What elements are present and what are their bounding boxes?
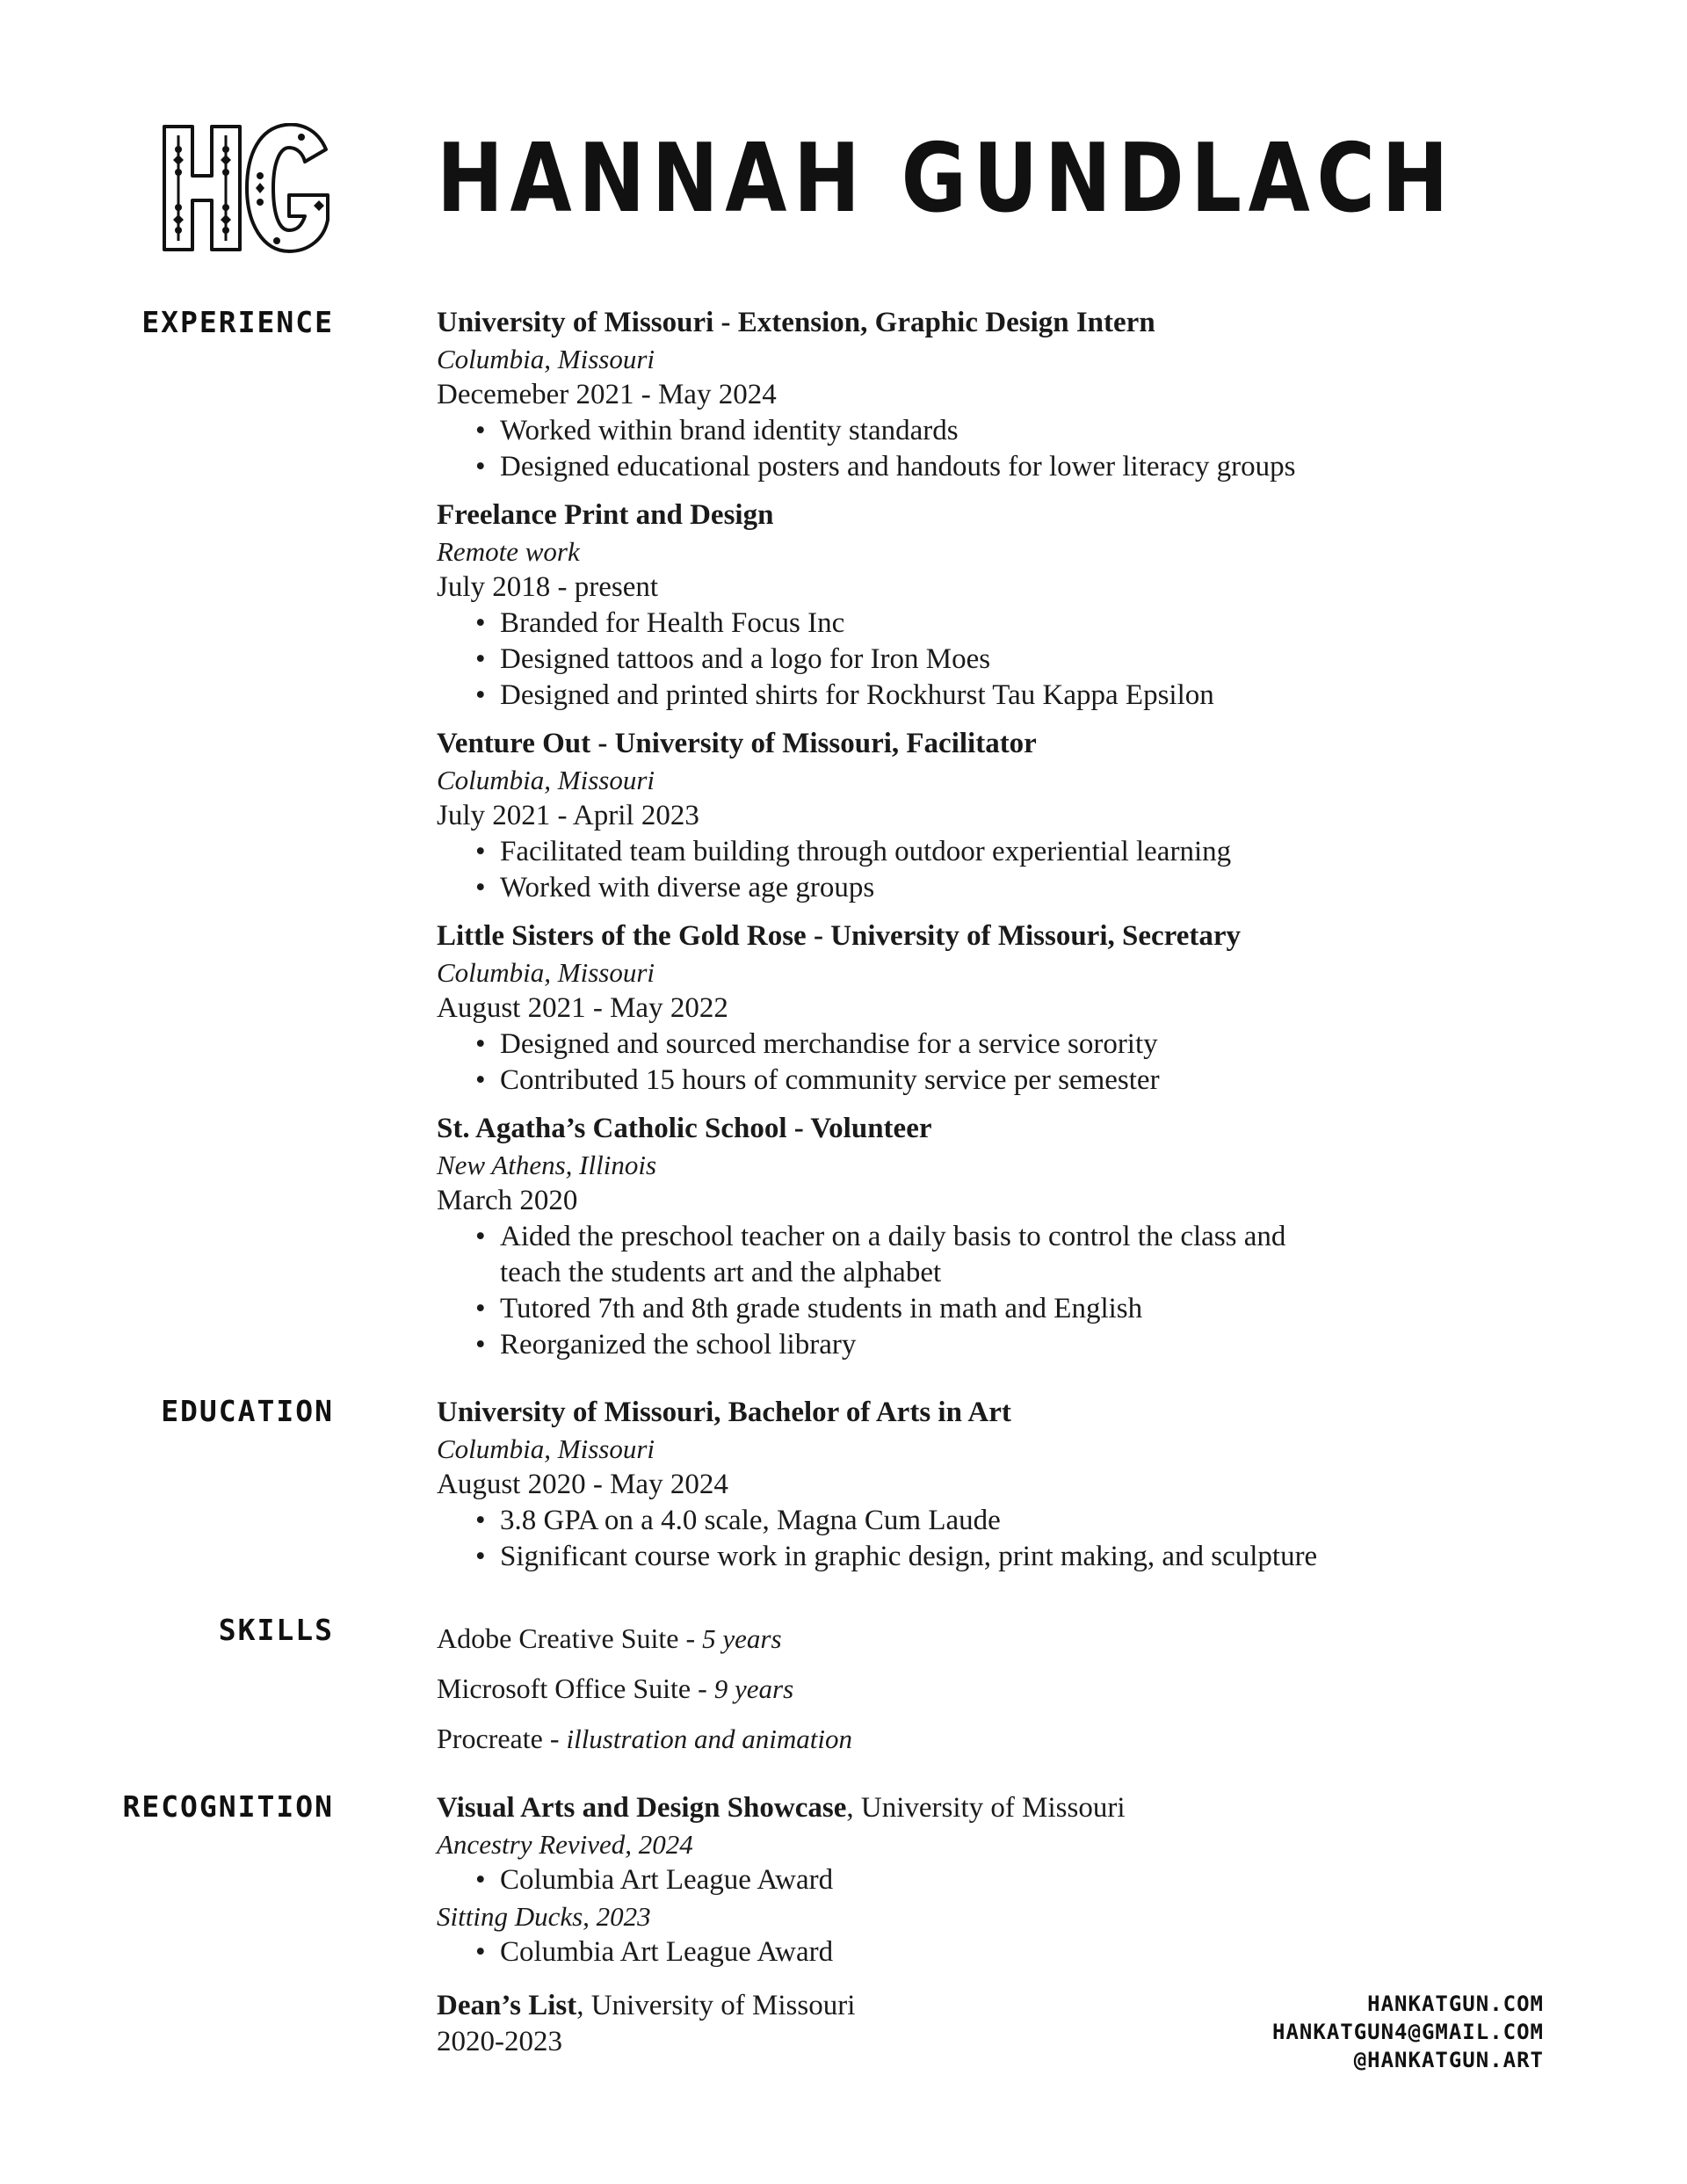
entry-title: Little Sisters of the Gold Rose - University of Missouri, Secretary [437,920,1241,952]
artwork-title: Sitting Ducks, 2023 [437,1901,651,1932]
entry-bullets [437,606,1421,714]
experience-entry [437,918,1421,1099]
email-link[interactable]: HANKATGUN4@GMAIL.COM [1272,2020,1544,2044]
entry-dates: Decemeber 2021 - May 2024 [437,379,777,410]
entry-location: Columbia, Missouri [437,765,655,795]
section-label-skills: SKILLS [218,1613,334,1647]
entry-title: Freelance Print and Design [437,499,774,531]
artwork-title: Ancestry Revived, 2024 [437,1829,693,1860]
entry-dates: July 2021 - April 2023 [437,800,699,831]
bullet-item: • Significant course work in graphic design, print making, and sculpture [475,1539,1421,1575]
recognition-years: 2020-2023 [437,2026,562,2057]
entry-location: Columbia, Missouri [437,957,655,988]
bullet-item: • Contributed 15 hours of community service per semester [475,1063,1421,1099]
entry-title: University of Missouri, Bachelor of Arts in Art [437,1397,1011,1428]
recognition-title: Visual Arts and Design Showcase [437,1792,847,1824]
bullet-item: • Designed tattoos and a logo for Iron Moes [475,642,1421,678]
bullet-item: • Aided the preschool teacher on a daily basis to control the class and teach the students art and the alphabet [475,1219,1336,1291]
recognition-title: Dean’s List [437,1990,577,2021]
entry-bullets [437,1219,1336,1363]
hg-monogram-logo [161,123,332,253]
section-label-education: EDUCATION [161,1394,334,1428]
entry-bullets [437,834,1421,906]
award-list [437,1862,1421,1898]
skill-item: Microsoft Office Suite - 9 years [437,1672,794,1704]
recognition-org: , University of Missouri [576,1990,856,2021]
entry-dates: March 2020 [437,1185,578,1216]
section-label-recognition: RECOGNITION [122,1789,334,1824]
entry-bullets [437,1503,1421,1575]
skill-name: Procreate [437,1723,543,1754]
experience-entry [437,497,1421,714]
bullet-item: • Designed educational posters and handouts for lower literacy groups [475,449,1421,485]
award-list [437,1934,1421,1970]
bullet-item: • Designed and printed shirts for Rockhurst Tau Kappa Epsilon [475,678,1421,714]
entry-dates: July 2018 - present [437,571,659,603]
skill-detail: 5 years [702,1623,782,1654]
contact-block [1272,1990,1544,2074]
social-handle[interactable]: @HANKATGUN.ART [1353,2048,1544,2072]
bullet-item: • Worked with diverse age groups [475,870,1421,906]
entry-dates: August 2021 - May 2022 [437,992,728,1024]
entry-location: New Athens, Illinois [437,1150,657,1180]
entry-location: Columbia, Missouri [437,344,655,374]
bullet-item: • Worked within brand identity standards [475,413,1421,449]
experience-entry [437,1111,1421,1363]
skill-name: Adobe Creative Suite [437,1622,679,1654]
entry-location: Remote work [437,536,580,567]
skill-detail: 9 years [713,1673,794,1704]
bullet-item: • Designed and sourced merchandise for a service sorority [475,1027,1421,1063]
website-link[interactable]: HANKATGUN.COM [1367,1992,1544,2016]
entry-bullets [437,413,1421,485]
entry-location: Columbia, Missouri [437,1433,655,1464]
logo-text: HG [161,123,163,124]
bullet-item: • Branded for Health Focus Inc [475,606,1421,642]
experience-entry [437,726,1421,906]
experience-entry [437,305,1421,485]
skills-section [437,1614,1421,1764]
education-entry [437,1395,1421,1575]
bullet-item: • Facilitated team building through outdoor experiential learning [475,834,1421,870]
recognition-entry [437,1790,1421,1970]
education-section [437,1395,1421,1587]
entry-title: University of Missouri - Extension, Graphic Design Intern [437,307,1155,338]
bullet-item: • Reorganized the school library [475,1327,1336,1363]
recognition-org: , University of Missouri [846,1792,1126,1824]
skill-name: Microsoft Office Suite [437,1672,691,1704]
section-label-experience: EXPERIENCE [141,305,334,339]
award-item: • Columbia Art League Award [475,1862,1421,1898]
experience-section [437,305,1421,1375]
entry-title: St. Agatha’s Catholic School - Volunteer [437,1113,932,1144]
entry-dates: August 2020 - May 2024 [437,1469,728,1500]
skill-detail: illustration and animation [566,1723,852,1754]
award-item: • Columbia Art League Award [475,1934,1421,1970]
bullet-item: • Tutored 7th and 8th grade students in math and English [475,1291,1336,1327]
candidate-name: HANNAH GUNDLACH [437,124,1455,234]
skill-item: Procreate - illustration and animation [437,1723,852,1754]
bullet-item: • 3.8 GPA on a 4.0 scale, Magna Cum Laude [475,1503,1421,1539]
skill-item: Adobe Creative Suite - 5 years [437,1622,782,1654]
recognition-heading [437,1790,1421,1826]
entry-bullets [437,1027,1421,1099]
entry-title: Venture Out - University of Missouri, Facilitator [437,728,1037,759]
